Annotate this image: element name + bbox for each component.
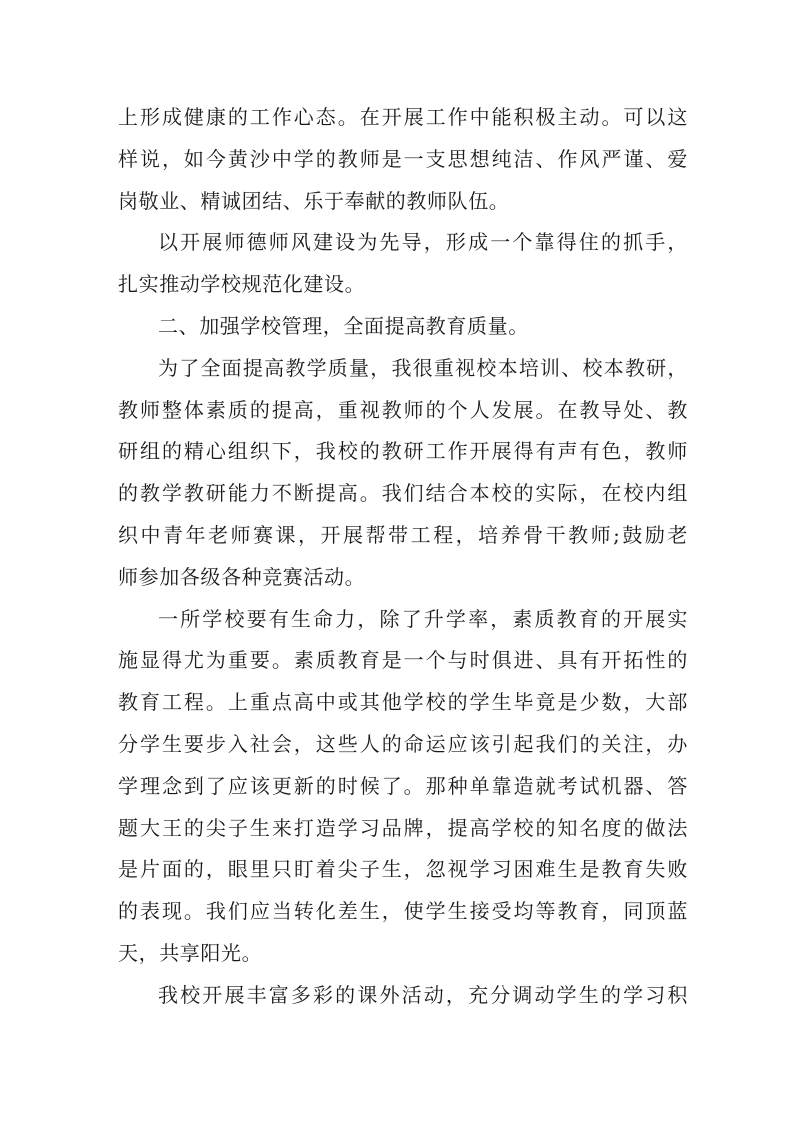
paragraph-work-attitude: [118, 97, 688, 222]
text-line: 施显得尤为重要。素质教育是一个与时俱进、具有开拓性的: [118, 648, 688, 673]
paragraph-teaching-quality: [118, 348, 688, 599]
text-line: 的表现。我们应当转化差生，使学生接受均等教育，同顶蓝: [118, 899, 688, 924]
paragraph-extracurricular: [118, 975, 688, 1017]
document-body: [118, 97, 688, 1017]
text-line: 天，共享阳光。: [118, 940, 263, 965]
text-line: 上形成健康的工作心态。在开展工作中能积极主动。可以这: [118, 105, 688, 129]
text-line: 一所学校要有生命力，除了升学率，素质教育的开展实: [158, 606, 688, 631]
text-line: 扎实推动学校规范化建设。: [118, 272, 366, 297]
text-line: 分学生要步入社会，这些人的命运应该引起我们的关注，办: [118, 731, 688, 756]
text-line: 研组的精心组织下，我校的教研工作开展得有声有色，教师: [118, 439, 688, 464]
paragraph-quality-education: [118, 599, 688, 975]
text-line: 题大王的尖子生来打造学习品牌，提高学校的知名度的做法: [118, 815, 688, 840]
text-line: 学理念到了应该更新的时候了。那种单靠造就考试机器、答: [118, 773, 688, 798]
text-line: 师参加各级各种竞赛活动。: [118, 564, 366, 589]
text-line: 岗敬业、精诚团结、乐于奉献的教师队伍。: [118, 188, 510, 213]
section-heading-school-management: [118, 306, 688, 348]
text-line: 织中青年老师赛课，开展帮带工程，培养骨干教师;鼓励老: [118, 522, 688, 547]
paragraph-ethics-construction: [118, 222, 688, 306]
text-line: 的教学教研能力不断提高。我们结合本校的实际，在校内组: [118, 481, 688, 506]
text-line: 我校开展丰富多彩的课外活动，充分调动学生的学习积: [158, 982, 688, 1007]
text-line: 样说，如今黄沙中学的教师是一支思想纯洁、作风严谨、爱: [118, 146, 688, 171]
text-line: 是片面的，眼里只盯着尖子生，忽视学习困难生是教育失败: [118, 857, 688, 882]
text-line: 以开展师德师风建设为先导，形成一个靠得住的抓手，: [158, 230, 688, 255]
text-line: 为了全面提高教学质量，我很重视校本培训、校本教研，: [158, 355, 688, 380]
text-line: 教育工程。上重点高中或其他学校的学生毕竟是少数，大部: [118, 690, 688, 715]
section-heading: 二、加强学校管理，全面提高教育质量。: [158, 313, 529, 338]
text-line: 教师整体素质的提高，重视教师的个人发展。在教导处、教: [118, 397, 688, 422]
